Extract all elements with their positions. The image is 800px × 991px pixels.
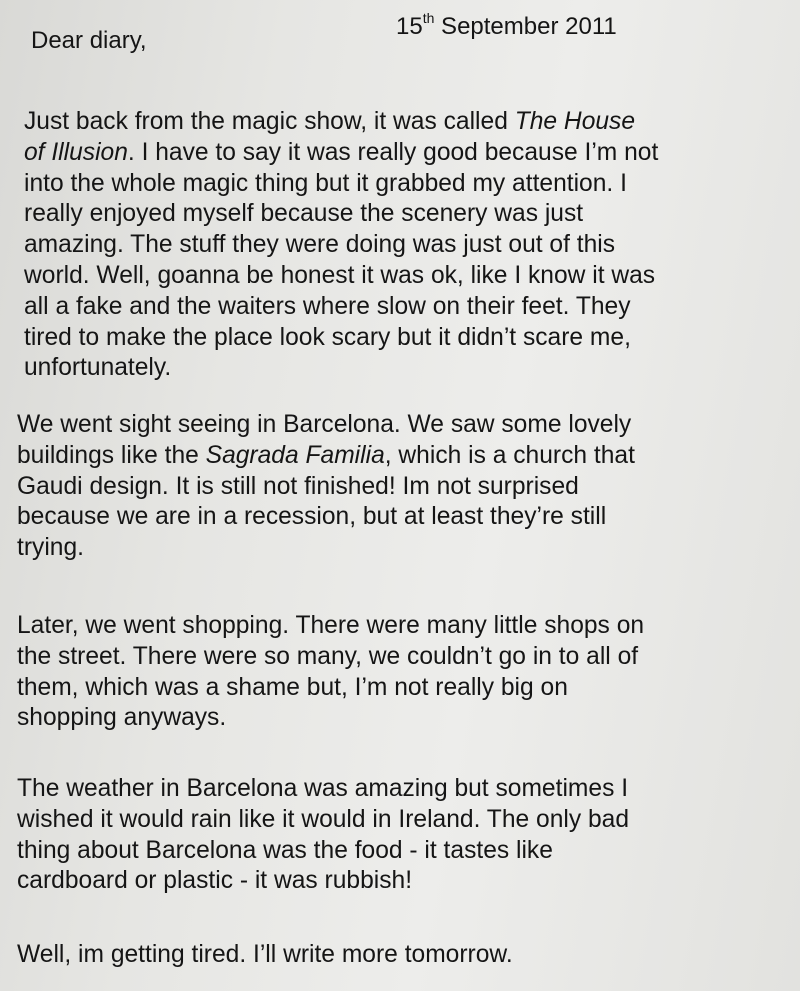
date-suffix: th bbox=[422, 10, 435, 26]
date-day: 15 bbox=[396, 13, 423, 40]
text-line: Well, im getting tired. I’ll write more tomorrow. bbox=[17, 941, 513, 968]
text-line: all a fake and the waiters where slow on their feet. They bbox=[24, 292, 631, 320]
text-line: really enjoyed myself because the scenery was just bbox=[24, 200, 584, 228]
text-line: wished it would rain like it would in Ireland. The only bad bbox=[17, 805, 629, 833]
greeting: Dear diary, bbox=[31, 27, 147, 54]
paragraph-sight-seeing bbox=[17, 410, 787, 564]
text-line: trying. bbox=[17, 534, 84, 562]
text-line: into the whole magic thing but it grabbed my attention. I bbox=[24, 169, 627, 197]
text-line: tired to make the place look scary but it didn’t scare me, bbox=[24, 323, 631, 351]
text-line: unfortunately. bbox=[24, 354, 172, 382]
text-line: Gaudi design. It is still not finished! Im not surprised bbox=[17, 472, 579, 500]
text-line: We went sight seeing in Barcelona. We saw some lovely bbox=[17, 411, 632, 438]
text-line: world. Well, goanna be honest it was ok, like I know it was bbox=[24, 261, 656, 289]
text-segment: . I have to say it was really good because I’m not bbox=[127, 138, 659, 166]
paragraph-shopping bbox=[17, 611, 787, 734]
text-line bbox=[24, 138, 794, 169]
show-title: The House bbox=[514, 108, 636, 135]
show-title: of Illusion bbox=[24, 138, 128, 166]
text-line: because we are in a recession, but at least they’re still bbox=[17, 503, 607, 531]
text-line bbox=[17, 441, 787, 472]
paragraph-weather bbox=[17, 774, 787, 897]
text-line bbox=[24, 107, 794, 138]
diary-date bbox=[396, 10, 617, 41]
text-line: them, which was a shame but, I’m not really big on bbox=[17, 673, 568, 701]
paragraph-closing bbox=[17, 940, 787, 971]
text-line: cardboard or plastic - it was rubbish! bbox=[17, 867, 413, 895]
text-segment: Just back from the magic show, it was called bbox=[24, 108, 515, 135]
text-line: The weather in Barcelona was amazing but sometimes I bbox=[17, 775, 629, 802]
text-line: amazing. The stuff they were doing was just out of this bbox=[24, 231, 616, 259]
paragraph-magic-show bbox=[24, 107, 794, 384]
text-line: the street. There were so many, we couldn’t go in to all of bbox=[17, 642, 639, 670]
text-segment: , which is a church that bbox=[384, 441, 635, 469]
text-line: shopping anyways. bbox=[17, 704, 227, 732]
landmark-name: Sagrada Familia bbox=[205, 441, 385, 469]
text-line: thing about Barcelona was the food - it tastes like bbox=[17, 836, 553, 864]
date-month-year: September 2011 bbox=[434, 13, 617, 40]
text-line: Later, we went shopping. There were many little shops on bbox=[17, 612, 645, 639]
text-segment: buildings like the bbox=[17, 441, 206, 469]
